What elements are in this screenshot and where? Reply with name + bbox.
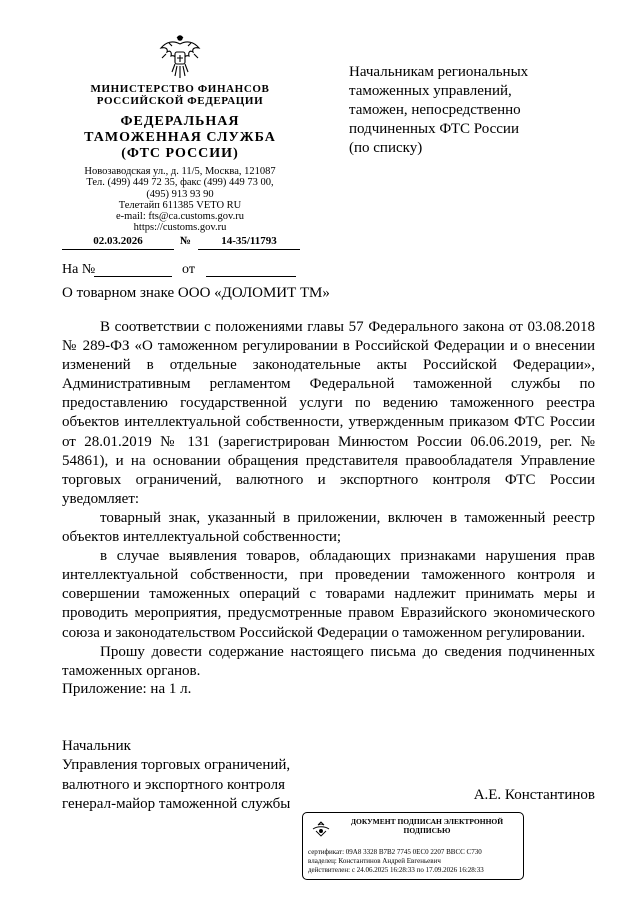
stamp-details bbox=[308, 848, 522, 876]
signer-position-line: генерал-майор таможенной службы bbox=[62, 795, 291, 812]
ministry-line: МИНИСТЕРСТВО ФИНАНСОВ bbox=[90, 83, 270, 95]
body-paragraph: В соответствии с положениями главы 57 Федерального закона от 03.08.2018 № 289-ФЗ «О таможенном регулировании в Российской Федерации и о внесении изменений в отдельные законодательные акты Российской Федерации», Административным регламентом Федеральной таможенной службы по предоставлению государственной услуги по ведению таможенного реестра объектов интеллектуальной собственности, утвержденным приказом ФТС России от 28.01.2019 № 131 (зарегистрирован Минюстом России 06.06.2019, рег. № 54861), и на основании обращения представителя правообладателя Управление торговых ограничений, валютного и экспортного контроля ФТС России уведомляет: bbox=[62, 319, 595, 507]
contact-email: e-mail: fts@ca.customs.gov.ru bbox=[116, 211, 244, 223]
contact-phone-extra: (495) 913 93 90 bbox=[146, 188, 214, 200]
body-paragraph: товарный знак, указанный в приложении, включен в таможенный реестр объектов интеллектуальной собственности; bbox=[62, 509, 595, 546]
signer-name: А.Е. Константинов bbox=[473, 787, 595, 803]
recipient-line: (по списку) bbox=[349, 140, 423, 156]
reply-reference-line bbox=[62, 262, 302, 280]
contact-address: Новозаводская ул., д. 11/5, Москва, 121087 bbox=[84, 166, 276, 177]
service-name bbox=[62, 114, 298, 162]
number-sign: № bbox=[180, 235, 192, 247]
signer-position bbox=[62, 737, 342, 814]
body-paragraph: в случае выявления товаров, обладающих признаками нарушения прав интеллектуальной собственности, при проведении таможенного контроля и совершении таможенных операций с товарами надлежит принимать меры и проводить мероприятия, предусмотренные правом Евразийского экономического союза и законодательством Российской Федерации о таможенном регулировании. bbox=[62, 548, 595, 641]
contact-teletype: Телетайп 611385 VETO RU bbox=[118, 199, 242, 211]
letter-subject: О товарном знаке ООО «ДОЛОМИТ ТМ» bbox=[62, 285, 330, 301]
reply-date-label: от bbox=[182, 262, 195, 277]
service-line: (ФТС РОССИИ) bbox=[121, 146, 239, 161]
letter-body bbox=[62, 318, 595, 681]
recipient-block bbox=[349, 63, 589, 158]
service-line: ТАМОЖЕННАЯ СЛУЖБА bbox=[84, 130, 276, 145]
stamp-title-line: ПОДПИСЬЮ bbox=[403, 825, 451, 835]
recipient-line: Начальникам региональных bbox=[349, 64, 529, 80]
contact-block bbox=[62, 166, 298, 234]
reply-number-label: На № bbox=[62, 262, 96, 277]
body-paragraph: Прошу довести содержание настоящего письма до сведения подчиненных таможенных органов. bbox=[62, 643, 595, 679]
reply-number-blank bbox=[94, 276, 172, 277]
stamp-title bbox=[333, 818, 521, 835]
signer-position-line: Управления торговых ограничений, bbox=[62, 757, 291, 774]
signer-position-line: Начальник bbox=[62, 738, 131, 754]
stamp-certificate: сертификат: 09A8 3328 B7B2 7745 0EC0 2207 BBCC C730 bbox=[308, 848, 482, 856]
stamp-title-line: ДОКУМЕНТ ПОДПИСАН ЭЛЕКТРОННОЙ bbox=[350, 817, 504, 826]
ministry-name bbox=[62, 83, 298, 107]
service-line: ФЕДЕРАЛЬНАЯ bbox=[120, 114, 240, 129]
stamp-validity: действителен: с 24.06.2025 16:28:33 по 17.09.2026 16:28:33 bbox=[308, 866, 484, 875]
stamp-owner: владелец: Константинов Андрей Евгеньевич bbox=[308, 857, 441, 866]
contact-website: https://customs.gov.ru bbox=[133, 222, 227, 234]
coat-of-arms-emblem bbox=[158, 34, 202, 80]
recipient-line: подчиненных ФТС России bbox=[349, 121, 519, 137]
electronic-signature-stamp bbox=[302, 812, 524, 880]
registration-line bbox=[62, 232, 302, 252]
document-number: 14-35/11793 bbox=[198, 235, 300, 250]
attachment-note: Приложение: на 1 л. bbox=[62, 681, 192, 697]
contact-phone: Тел. (499) 449 72 35, факс (499) 449 73 00, bbox=[86, 177, 274, 189]
recipient-line: таможен, непосредственно bbox=[349, 102, 521, 118]
document-date: 02.03.2026 bbox=[62, 235, 174, 250]
signer-position-line: валютного и экспортного контроля bbox=[62, 776, 285, 793]
reply-date-blank bbox=[206, 276, 296, 277]
ministry-line: РОССИЙСКОЙ ФЕДЕРАЦИИ bbox=[96, 95, 264, 107]
recipient-line: таможенных управлений, bbox=[349, 83, 512, 99]
signature-stamp-logo-icon bbox=[309, 819, 333, 841]
